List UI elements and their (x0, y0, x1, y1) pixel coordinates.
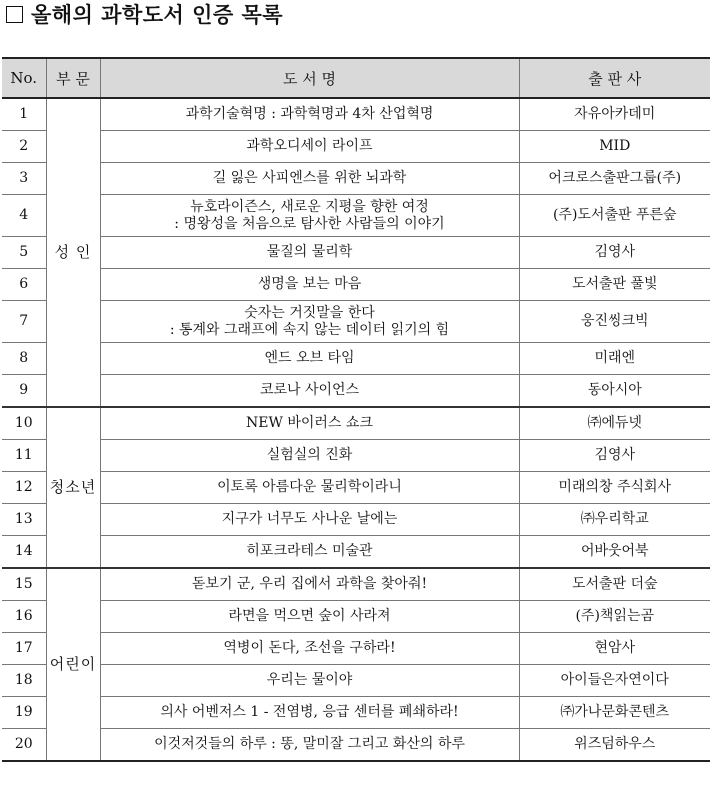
publisher: 위즈덤하우스 (519, 729, 710, 762)
row-no: 4 (2, 195, 46, 237)
row-no: 11 (2, 440, 46, 472)
book-title-line-1: 뉴호라이즌스, 새로운 지평을 향한 여정 (190, 198, 429, 215)
table-row (2, 375, 710, 408)
book-title: 돋보기 군, 우리 집에서 과학을 찾아줘! (100, 568, 519, 601)
publisher: 동아시아 (519, 375, 710, 408)
publisher: 김영사 (519, 237, 710, 269)
table-row (2, 98, 710, 131)
row-no: 14 (2, 536, 46, 569)
publisher: 미래의창 주식회사 (519, 472, 710, 504)
row-no: 19 (2, 697, 46, 729)
publisher: MID (519, 131, 710, 163)
table-row (2, 568, 710, 601)
row-no: 2 (2, 131, 46, 163)
category-adult (46, 98, 100, 407)
row-no: 9 (2, 375, 46, 408)
book-title: 과학오디세이 라이프 (100, 131, 519, 163)
row-no: 1 (2, 98, 46, 131)
row-no: 15 (2, 568, 46, 601)
book-title: 우리는 물이야 (100, 665, 519, 697)
table-row (2, 536, 710, 569)
page-title (6, 1, 283, 29)
book-title: 라면을 먹으면 숲이 사라져 (100, 601, 519, 633)
row-no: 16 (2, 601, 46, 633)
publisher: ㈜우리학교 (519, 504, 710, 536)
row-no: 7 (2, 301, 46, 343)
table-row (2, 131, 710, 163)
book-title: 실험실의 진화 (100, 440, 519, 472)
row-no: 20 (2, 729, 46, 762)
book-title-line-1: 숫자는 거짓말을 한다 (244, 304, 375, 321)
publisher: ㈜가나문화콘텐츠 (519, 697, 710, 729)
publisher: 자유아카데미 (519, 98, 710, 131)
table-row (2, 665, 710, 697)
category-label: 청소년 (49, 477, 97, 496)
table-row (2, 729, 710, 762)
book-title: 길 잃은 사피엔스를 위한 뇌과학 (100, 163, 519, 195)
table-row (2, 633, 710, 665)
book-title: 과학기술혁명 : 과학혁명과 4차 산업혁명 (100, 98, 519, 131)
book-title: 이것저것들의 하루 : 똥, 말미잘 그리고 화산의 하루 (100, 729, 519, 762)
row-no: 3 (2, 163, 46, 195)
row-no: 8 (2, 343, 46, 375)
publisher: 도서출판 더숲 (519, 568, 710, 601)
publisher: ㈜에듀넷 (519, 407, 710, 440)
table-row (2, 440, 710, 472)
book-title-line-2: : 명왕성을 처음으로 탐사한 사람들의 이야기 (174, 215, 445, 232)
book-title (100, 301, 519, 343)
table-row (2, 269, 710, 301)
table-row (2, 697, 710, 729)
row-no: 18 (2, 665, 46, 697)
book-title: 엔드 오브 타임 (100, 343, 519, 375)
table-row (2, 195, 710, 237)
book-title: 히포크라테스 미술관 (100, 536, 519, 569)
row-no: 5 (2, 237, 46, 269)
book-title: 지구가 너무도 사나운 날에는 (100, 504, 519, 536)
publisher: (주)책읽는곰 (519, 601, 710, 633)
category-teen (46, 407, 100, 568)
page-title-text: 올해의 과학도서 인증 목록 (31, 3, 284, 27)
publisher: 어바웃어북 (519, 536, 710, 569)
publisher: 도서출판 풀빛 (519, 269, 710, 301)
book-title: NEW 바이러스 쇼크 (100, 407, 519, 440)
book-title: 이토록 아름다운 물리학이라니 (100, 472, 519, 504)
publisher: 미래엔 (519, 343, 710, 375)
row-no: 13 (2, 504, 46, 536)
checkbox-square-icon (6, 6, 23, 23)
header-category: 부 문 (46, 58, 100, 98)
row-no: 17 (2, 633, 46, 665)
publisher: (주)도서출판 푸른숲 (519, 195, 710, 237)
table-row (2, 504, 710, 536)
publisher: 아이들은자연이다 (519, 665, 710, 697)
table-header-row (2, 58, 710, 98)
category-label: 성 인 (54, 242, 92, 261)
header-book-title: 도 서 명 (100, 58, 519, 98)
book-title: 의사 어벤저스 1 - 전염병, 응급 센터를 폐쇄하라! (100, 697, 519, 729)
publisher: 어크로스출판그룹(주) (519, 163, 710, 195)
table-row (2, 601, 710, 633)
row-no: 10 (2, 407, 46, 440)
table-row (2, 343, 710, 375)
category-label: 어린이 (49, 654, 97, 673)
book-title (100, 195, 519, 237)
table-row (2, 163, 710, 195)
book-title: 역병이 돈다, 조선을 구하라! (100, 633, 519, 665)
book-title: 물질의 물리학 (100, 237, 519, 269)
row-no: 6 (2, 269, 46, 301)
row-no: 12 (2, 472, 46, 504)
book-title: 생명을 보는 마음 (100, 269, 519, 301)
header-no: No. (2, 58, 46, 98)
book-title-line-2: : 통계와 그래프에 속지 않는 데이터 읽기의 힘 (169, 321, 450, 338)
header-publisher: 출 판 사 (519, 58, 710, 98)
publisher: 현암사 (519, 633, 710, 665)
table-row (2, 407, 710, 440)
category-child (46, 568, 100, 761)
publisher: 김영사 (519, 440, 710, 472)
table-row (2, 301, 710, 343)
publisher: 웅진씽크빅 (519, 301, 710, 343)
table-row (2, 237, 710, 269)
table-row (2, 472, 710, 504)
certified-books-table (2, 57, 710, 762)
book-title: 코로나 사이언스 (100, 375, 519, 408)
